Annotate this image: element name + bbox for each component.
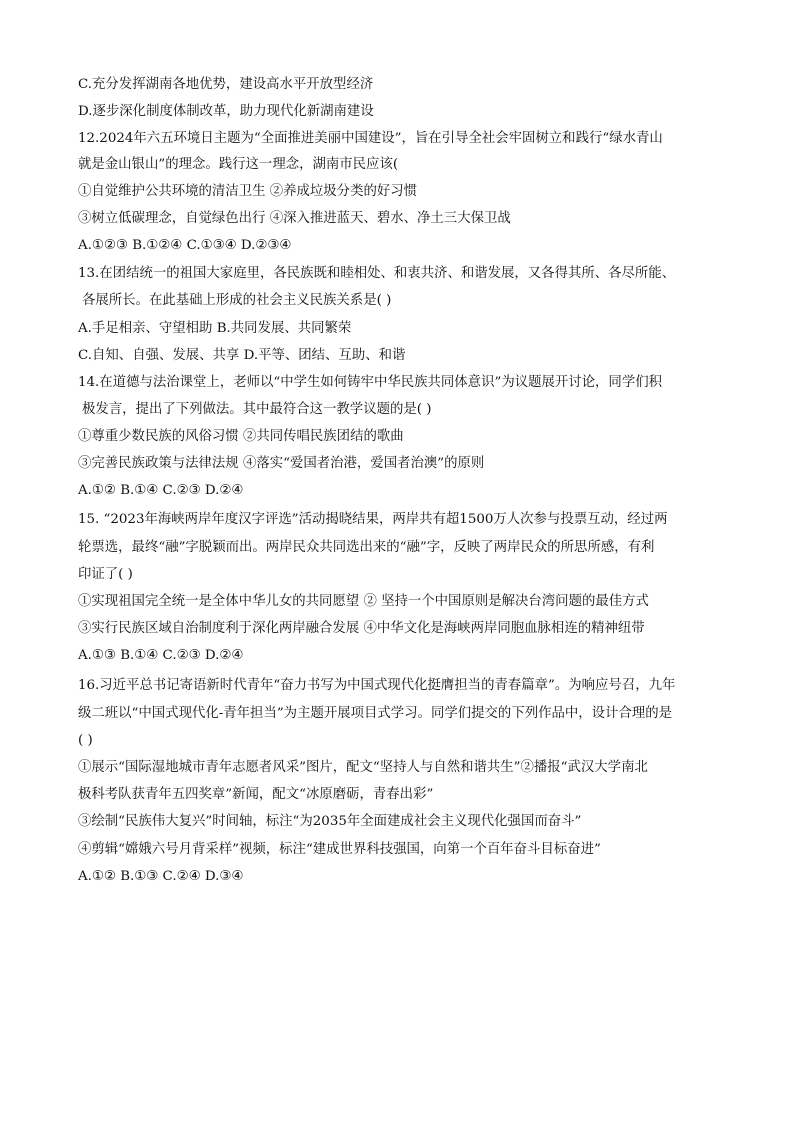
question-14-stem-cont: 极发言，提出了下列做法。其中最符合这一教学议题的是( ) [82, 402, 432, 417]
question-14-stem: 14.在道德与法治课堂上，老师以“中学生如何铸牢中华民族共同体意识”为议题展开讨论，同学们积 [78, 375, 662, 390]
question-15-answers: A.①③ B.①④ C.②③ D.②④ [78, 648, 244, 663]
option-d-q11: D.逐步深化制度体制改革，助力现代化新湖南建设 [78, 104, 374, 119]
question-16-options-3: ③绘制“民族伟大复兴”时间轴，标注“为2035年全面建成社会主义现代化强国而奋斗” [78, 814, 582, 829]
question-16-stem-end: ( ) [78, 733, 93, 748]
question-13-stem: 13.在团结统一的祖国大家庭里，各民族既和睦相处、和衷共济、和谐发展，又各得其所、各尽所能、 [78, 266, 676, 281]
question-16-stem-cont: 级二班以“中国式现代化-青年担当”为主题开展项目式学习。同学们提交的下列作品中，设计合理的是 [78, 706, 673, 721]
question-12-options-2: ③树立低碳理念，自觉绿色出行 ④深入推进蓝天、碧水、净土三大保卫战 [78, 211, 511, 226]
question-15-stem: 15. “2023年海峡两岸年度汉字评选”活动揭晓结果，两岸共有超1500万人次参与投票互动，经过两 [78, 512, 668, 527]
question-13-answers-2: C.自知、自强、发展、共享 D.平等、团结、互助、和谐 [78, 348, 406, 363]
question-13-stem-cont: 各展所长。在此基础上形成的社会主义民族关系是( ) [82, 293, 392, 308]
question-12-options-1: ①自觉维护公共环境的清洁卫生 ②养成垃圾分类的好习惯 [78, 184, 418, 199]
question-14-options-1: ①尊重少数民族的风俗习惯 ②共同传唱民族团结的歌曲 [78, 429, 404, 444]
question-14-options-2: ③完善民族政策与法律法规 ④落实“爱国者治港，爱国者治澳”的原则 [78, 456, 485, 471]
question-15-stem-end: 印证了( ) [78, 567, 133, 582]
question-16-answers: A.①② B.①③ C.②④ D.③④ [78, 869, 244, 884]
question-12-answers: A.①②③ B.①②④ C.①③④ D.②③④ [78, 238, 292, 253]
question-14-answers: A.①② B.①④ C.②③ D.②④ [78, 483, 244, 498]
question-16-options-4: ④剪辑“嫦娥六号月背采样”视频，标注“建成世界科技强国，向第一个百年奋斗目标奋进” [78, 842, 601, 857]
question-12-stem-cont: 就是金山银山”的理念。践行这一理念，湖南市民应该( [78, 157, 399, 172]
question-15-options-2: ③实行民族区域自治制度利于深化两岸融合发展 ④中华文化是海峡两岸同胞血脉相连的精神纽带 [78, 621, 645, 636]
question-12-stem: 12.2024年六五环境日主题为“全面推进美丽中国建设”，旨在引导全社会牢固树立和践行“绿水青山 [78, 131, 663, 146]
option-c-q11: C.充分发挥湖南各地优势，建设高水平开放型经济 [78, 77, 374, 92]
question-16-options-1-cont: 极科考队获青年五四奖章”新闻，配文“冰原磨砺，青春出彩” [78, 787, 434, 802]
question-16-stem: 16.习近平总书记寄语新时代青年“奋力书写为中国式现代化挺膺担当的青春篇章”。为响应号召，九年 [78, 678, 676, 693]
question-15-options-1: ①实现祖国完全统一是全体中华儿女的共同愿望 ② 坚持一个中国原则是解决台湾问题的最佳方式 [78, 594, 649, 609]
question-16-options-1: ①展示“国际湿地城市青年志愿者风采”图片，配文“坚持人与自然和谐共生”②播报“武汉大学南北 [78, 760, 648, 775]
question-15-stem-cont: 轮票选，最终“融”字脱颖而出。两岸民众共同选出来的“融”字，反映了两岸民众的所思所感，有利 [78, 540, 655, 555]
question-13-answers-1: A.手足相亲、守望相助 B.共同发展、共同繁荣 [78, 321, 352, 336]
